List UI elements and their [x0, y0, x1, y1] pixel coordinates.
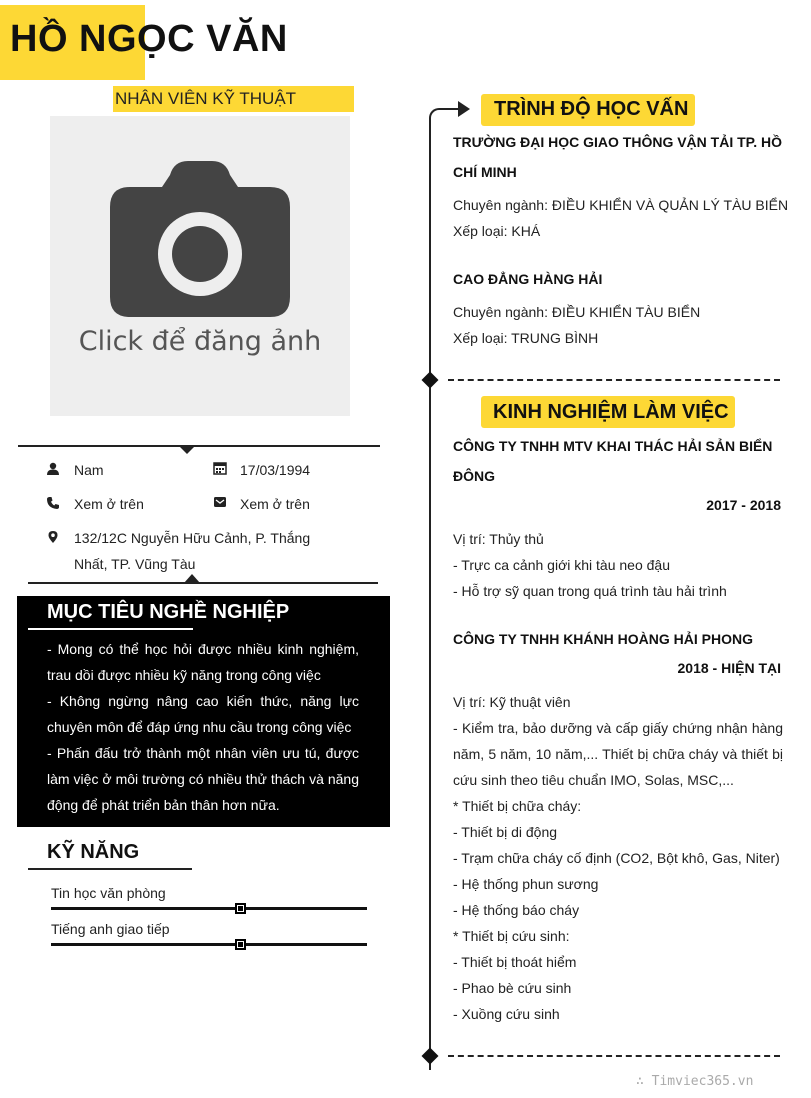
objective-section	[17, 596, 390, 827]
education-grade: Xếp loại: TRUNG BÌNH	[453, 330, 599, 346]
experience-duty: - Phao bè cứu sinh	[453, 980, 572, 996]
watermark: ∴ Timviec365.vn	[636, 1074, 754, 1089]
email-icon	[213, 495, 227, 509]
timeline-line	[429, 118, 431, 1070]
experience-role: Vị trí: Kỹ thuật viên	[453, 694, 571, 710]
education-grade: Xếp loại: KHÁ	[453, 223, 541, 239]
objective-title: MỤC TIÊU NGHỀ NGHIỆP	[47, 601, 290, 623]
candidate-name: HỒ NGỌC VĂN	[10, 18, 288, 60]
experience-duty: - Thiết bị di động	[453, 824, 558, 840]
education-major: Chuyên ngành: ĐIỀU KHIỂN TÀU BIỂN	[453, 304, 701, 320]
education-title: TRÌNH ĐỘ HỌC VẤN	[494, 98, 689, 120]
skills-underline	[28, 868, 192, 870]
candidate-position: NHÂN VIÊN KỸ THUẬT	[113, 86, 354, 112]
timeline-diamond	[422, 372, 439, 389]
experience-company: CÔNG TY TNHH KHÁNH HOÀNG HẢI PHONG	[453, 631, 753, 647]
experience-intro: - Kiểm tra, bảo dưỡng và cấp giấy chứng nhận hàng năm, 5 năm, 10 năm,... Thiết bị chữa cháy và thiết bị cứu sinh theo tiêu chuẩn IMO, Solas, MSC,...	[453, 720, 783, 788]
gender-value: Nam	[74, 462, 104, 478]
phone-value: Xem ở trên	[74, 496, 144, 512]
education-major: Chuyên ngành: ĐIỀU KHIỂN VÀ QUẢN LÝ TÀU BIỂN	[453, 197, 789, 213]
email-value: Xem ở trên	[240, 496, 310, 512]
education-school: CAO ĐẲNG HÀNG HẢI	[453, 271, 603, 287]
experience-duty: - Hệ thống phun sương	[453, 876, 599, 892]
objective-line: - Mong có thể học hỏi được nhiều kinh nghiệm, trau dồi được nhiều kỹ năng trong công việc	[47, 641, 359, 683]
timeline-arrow-icon	[458, 101, 470, 117]
objective-line: - Phấn đấu trở thành một nhân viên ưu tú, được làm việc ở môi trường có nhiều thử thách và năng động để phát triển bản thân hơn nữa.	[47, 745, 359, 813]
skill-name: Tin học văn phòng	[51, 885, 166, 901]
experience-role: Vị trí: Thủy thủ	[453, 531, 544, 547]
skills-title: KỸ NĂNG	[47, 841, 140, 863]
experience-company: CÔNG TY TNHH MTV KHAI THÁC HẢI SẢN BIỂN ĐÔNG	[453, 438, 773, 484]
address-line-2: Nhất, TP. Vũng Tàu	[74, 556, 196, 572]
skill-level-knob[interactable]	[235, 903, 246, 914]
location-pin-icon	[46, 530, 60, 544]
experience-duty: - Hệ thống báo cháy	[453, 902, 580, 918]
experience-duty: - Thiết bị thoát hiểm	[453, 954, 577, 970]
experience-period: 2017 - 2018	[706, 497, 781, 513]
camera-icon	[110, 161, 290, 317]
address-value	[74, 525, 334, 577]
photo-upload[interactable]	[50, 116, 350, 416]
experience-duty: - Trạm chữa cháy cố định (CO2, Bột khô, Gas, Niter)	[453, 850, 780, 866]
education-school: TRƯỜNG ĐẠI HỌC GIAO THÔNG VẬN TẢI TP. HỒ CHÍ MINH	[453, 134, 782, 180]
experience-duty: * Thiết bị cứu sinh:	[453, 928, 570, 944]
section-divider	[448, 1055, 780, 1057]
skill-name: Tiếng anh giao tiếp	[51, 921, 170, 937]
objective-line: - Không ngừng nâng cao kiến thức, năng lực chuyên môn để đáp ứng nhu cầu trong công việc	[47, 693, 359, 735]
divider-top	[18, 445, 380, 447]
experience-duty: * Thiết bị chữa cháy:	[453, 798, 582, 814]
address-line-1: 132/12C Nguyễn Hữu Cảnh, P. Thắng	[74, 530, 311, 546]
experience-duty: - Xuồng cứu sinh	[453, 1006, 560, 1022]
user-icon	[46, 462, 60, 476]
divider-top-notch	[179, 446, 195, 454]
objective-underline	[28, 628, 193, 630]
skill-level-knob[interactable]	[235, 939, 246, 950]
objective-text	[47, 636, 359, 818]
skill-bar	[51, 907, 367, 910]
phone-icon	[46, 496, 60, 510]
birthday-value: 17/03/1994	[240, 462, 311, 478]
calendar-icon	[213, 461, 227, 475]
skill-bar	[51, 943, 367, 946]
divider-bottom	[28, 582, 378, 584]
experience-period: 2018 - HIỆN TẠI	[677, 660, 781, 676]
photo-caption: Click để đăng ảnh	[78, 326, 322, 357]
experience-title: KINH NGHIỆM LÀM VIỆC	[493, 401, 729, 423]
timeline-hook	[429, 108, 459, 122]
experience-duty: - Trực ca cảnh giới khi tàu neo đậu	[453, 557, 670, 573]
timeline-diamond	[422, 1048, 439, 1065]
experience-duty: - Hỗ trợ sỹ quan trong quá trình tàu hải trình	[453, 583, 727, 599]
section-divider	[448, 379, 780, 381]
